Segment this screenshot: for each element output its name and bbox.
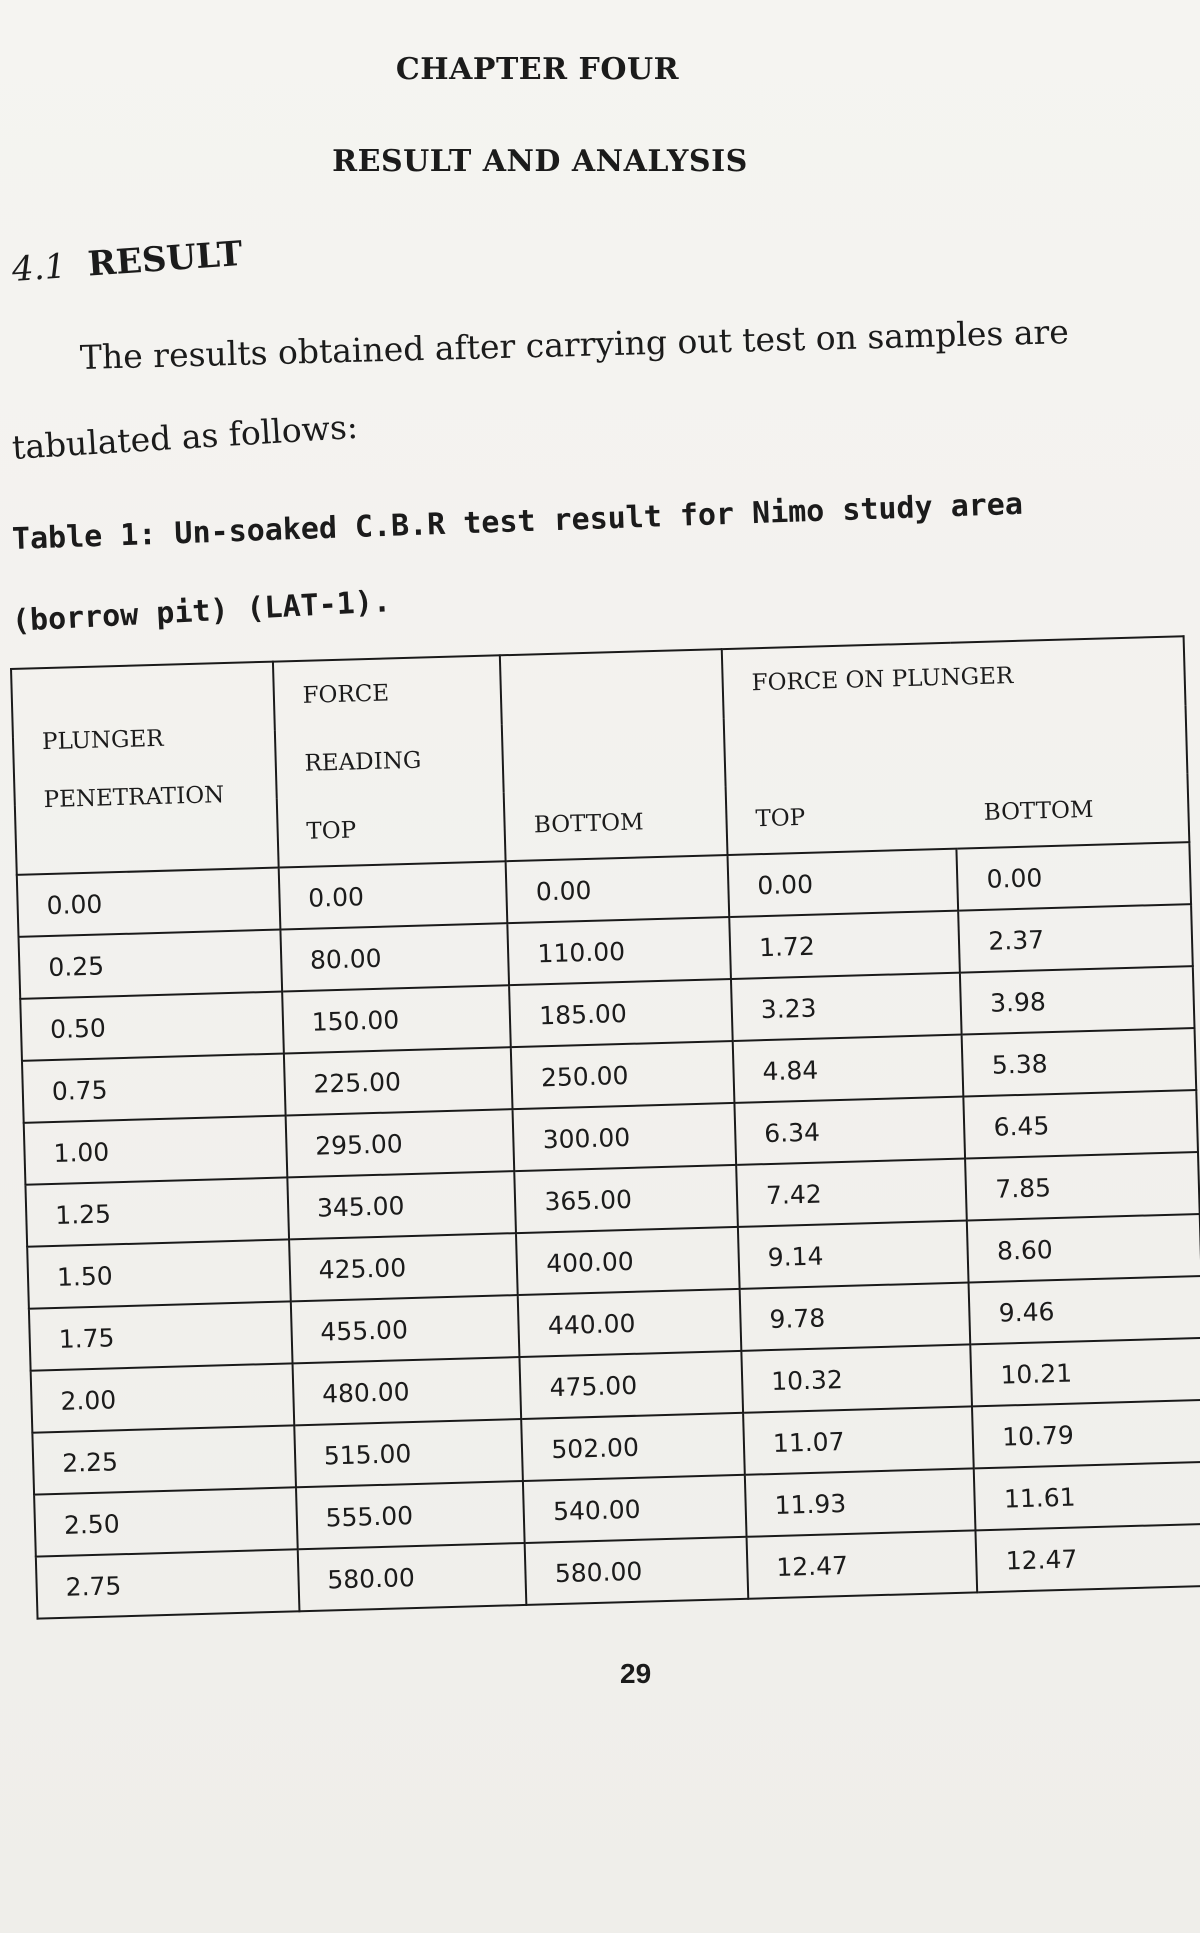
force-bottom-cell: 185.00 (509, 979, 732, 1047)
plunger-bottom-cell: 8.60 (967, 1214, 1200, 1282)
force-top-cell: 515.00 (294, 1419, 523, 1487)
force-bottom-cell: 365.00 (515, 1165, 738, 1233)
cbr-table-container (10, 635, 1200, 1628)
force-top-cell: 455.00 (291, 1295, 520, 1363)
penetration-cell: 1.50 (27, 1239, 290, 1308)
force-reading-header-top: FORCE (273, 655, 502, 730)
force-top-cell: 150.00 (282, 985, 511, 1053)
force-top-cell: 480.00 (292, 1357, 521, 1425)
force-top-cell: 425.00 (289, 1233, 518, 1301)
force-bottom-cell: 400.00 (516, 1227, 739, 1295)
penetration-cell: 1.00 (24, 1115, 287, 1184)
force-top-header: TOP (277, 792, 506, 867)
force-top-cell: 345.00 (287, 1171, 516, 1239)
plunger-top-cell: 9.78 (740, 1282, 971, 1350)
table-caption-line-1: Table 1: Un-soaked C.B.R test result for Nimo study area (11, 486, 1024, 557)
plunger-top-cell: 7.42 (736, 1159, 967, 1227)
penetration-cell: 2.50 (34, 1487, 297, 1556)
force-top-cell: 225.00 (284, 1047, 513, 1115)
plunger-top-cell: 3.23 (731, 973, 962, 1041)
penetration-cell: 0.75 (22, 1054, 285, 1123)
force-bottom-header: BOTTOM (504, 786, 727, 861)
penetration-cell: 2.75 (36, 1549, 299, 1618)
force-bottom-cell: 540.00 (523, 1475, 746, 1543)
chapter-heading: CHAPTER FOUR (395, 52, 680, 87)
penetration-cell: 1.25 (25, 1177, 288, 1246)
plunger-bottom-cell: 10.21 (971, 1338, 1200, 1406)
plunger-top-cell: 1.72 (729, 911, 960, 979)
penetration-cell: 0.00 (17, 868, 280, 937)
force-bottom-cell: 250.00 (511, 1041, 734, 1109)
force-reading-header-gap (502, 718, 725, 792)
cbr-results-table (10, 635, 1200, 1619)
plunger-bottom-cell: 10.79 (972, 1400, 1200, 1468)
chapter-title: RESULT AND ANALYSIS (332, 144, 748, 179)
force-bottom-cell: 440.00 (518, 1289, 741, 1357)
penetration-cell: 0.25 (19, 930, 282, 999)
force-bottom-cell: 300.00 (513, 1103, 736, 1171)
force-bottom-cell: 0.00 (506, 855, 729, 923)
section-title: RESULT (86, 233, 244, 285)
plunger-bottom-cell: 9.46 (969, 1276, 1200, 1344)
plunger-top-cell: 10.32 (741, 1344, 972, 1412)
section-number: 4.1 (10, 246, 68, 290)
intro-line-2: tabulated as follows: (10, 406, 359, 467)
force-bottom-cell: 110.00 (508, 917, 731, 985)
force-bottom-cell: 502.00 (522, 1413, 745, 1481)
force-reading-header-empty (500, 649, 723, 724)
penetration-cell: 2.00 (31, 1363, 294, 1432)
force-reading-header-line-2: READING (275, 724, 504, 798)
table-body (17, 842, 1200, 1618)
plunger-top-cell: 11.07 (743, 1406, 974, 1474)
plunger-top-cell: 11.93 (745, 1468, 976, 1536)
force-top-cell: 580.00 (297, 1543, 526, 1611)
force-on-plunger-header: FORCE ON PLUNGER (722, 636, 1186, 718)
page-number: 29 (620, 1658, 652, 1689)
plunger-top-header: TOP (726, 780, 957, 855)
plunger-bottom-cell: 2.37 (959, 904, 1193, 972)
plunger-top-cell: 9.14 (738, 1220, 969, 1288)
plunger-header-line-2: PENETRATION (43, 782, 225, 814)
table-caption-line-2: (borrow pit) (LAT-1). (11, 584, 392, 639)
plunger-bottom-cell: 7.85 (965, 1152, 1199, 1220)
force-bottom-cell: 580.00 (525, 1537, 748, 1605)
plunger-bottom-cell: 12.47 (976, 1524, 1200, 1592)
penetration-cell: 2.25 (32, 1425, 295, 1494)
plunger-top-cell: 0.00 (727, 849, 958, 917)
penetration-cell: 1.75 (29, 1301, 292, 1370)
plunger-bottom-cell: 5.38 (962, 1028, 1196, 1096)
plunger-bottom-cell: 11.61 (974, 1462, 1200, 1530)
force-top-cell: 0.00 (278, 861, 507, 929)
penetration-cell: 0.50 (20, 992, 283, 1061)
plunger-top-cell: 4.84 (733, 1035, 964, 1103)
plunger-bottom-cell: 3.98 (960, 966, 1194, 1034)
plunger-penetration-header (11, 662, 278, 875)
plunger-top-cell: 12.47 (747, 1530, 978, 1598)
plunger-top-cell: 6.34 (734, 1097, 965, 1165)
plunger-bottom-header: BOTTOM (955, 773, 1189, 848)
intro-line-1: The results obtained after carrying out test on samples are (79, 312, 1070, 377)
force-top-cell: 555.00 (296, 1481, 525, 1549)
plunger-bottom-cell: 6.45 (964, 1090, 1198, 1158)
section-heading (11, 234, 244, 290)
force-on-plunger-header-gap (724, 705, 1188, 786)
force-top-cell: 80.00 (280, 923, 509, 991)
force-top-cell: 295.00 (285, 1109, 514, 1177)
plunger-bottom-cell: 0.00 (957, 842, 1191, 910)
plunger-header-line-1: PLUNGER (41, 725, 164, 756)
force-bottom-cell: 475.00 (520, 1351, 743, 1419)
